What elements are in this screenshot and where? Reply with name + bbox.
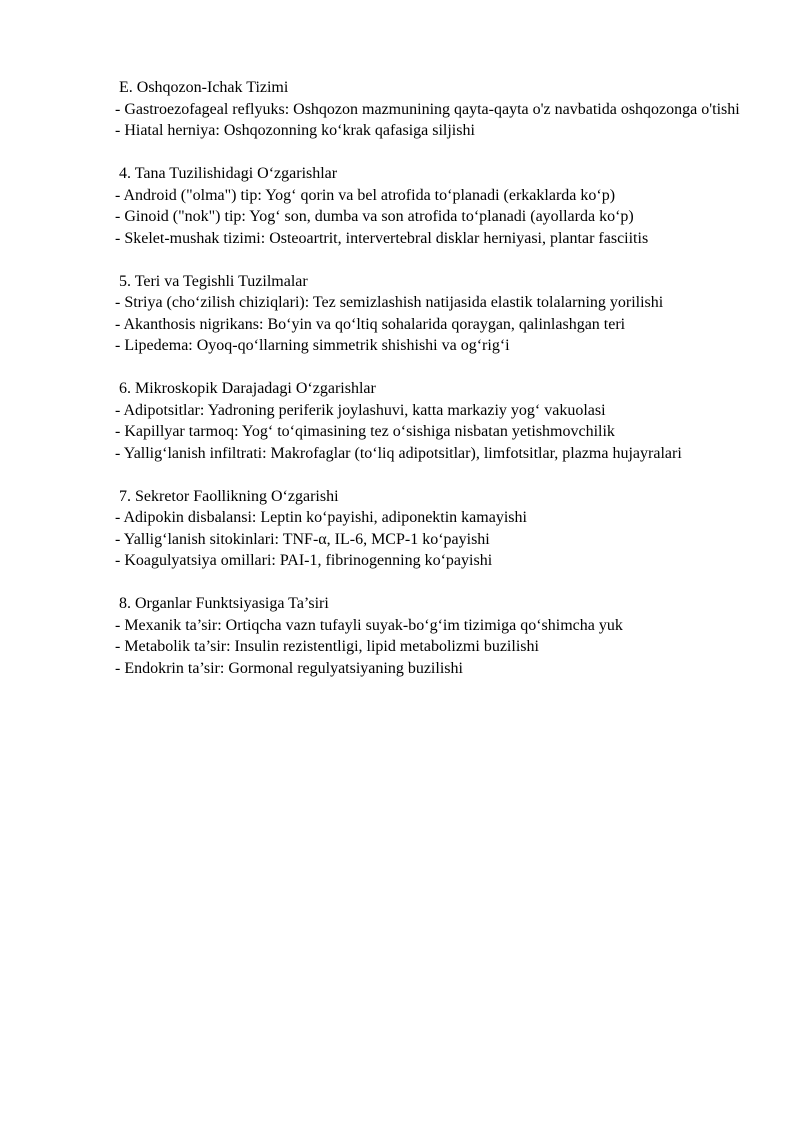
section-heading: 7. Sekretor Faollikning O‘zgarishi xyxy=(119,487,339,505)
section-heading: 4. Tana Tuzilishidagi O‘zgarishlar xyxy=(119,165,338,182)
list-item: - Mexanik ta’sir: Ortiqcha vazn tufayli suyak-bo‘g‘im tizimiga qo‘shimcha yuk xyxy=(115,616,623,634)
section-body-structure xyxy=(115,163,742,249)
section-secretory xyxy=(115,486,742,572)
list-item: - Adipotsitlar: Yadroning periferik joylashuvi, katta markaziy yog‘ vakuolasi xyxy=(115,401,606,419)
list-item: - Ginoid ("nok") tip: Yog‘ son, dumba va son atrofida to‘planadi (ayollarda ko‘p) xyxy=(115,208,634,225)
section-organ-function xyxy=(115,593,742,679)
section-heading: 5. Teri va Tegishli Tuzilmalar xyxy=(119,272,308,290)
document-page xyxy=(115,77,742,701)
list-item: - Metabolik ta’sir: Insulin rezistentligi, lipid metabolizmi buzilishi xyxy=(115,638,539,655)
section-digestive-system xyxy=(115,77,742,142)
list-item: - Yallig‘lanish sitokinlari: TNF-α, IL-6, MCP-1 ko‘payishi xyxy=(115,530,490,548)
list-item: - Gastroezofageal reflyuks: Oshqozon mazmunining qayta-qayta o'z navbatida oshqozonga o'tishi xyxy=(115,100,740,118)
list-item: - Hiatal herniya: Oshqozonning ko‘krak qafasiga siljishi xyxy=(115,122,475,139)
list-item: - Android ("olma") tip: Yog‘ qorin va bel atrofida to‘planadi (erkaklarda ko‘p) xyxy=(115,186,616,204)
list-item: - Skelet-mushak tizimi: Osteoartrit, intervertebral disklar herniyasi, plantar fasciitis xyxy=(115,229,649,247)
list-item: - Yallig‘lanish infiltrati: Makrofaglar (to‘liq adipotsitlar), limfotsitlar, plazma hujayralari xyxy=(115,444,682,462)
list-item: - Adipokin disbalansi: Leptin ko‘payishi, adiponektin kamayishi xyxy=(115,509,527,526)
list-item: - Koagulyatsiya omillari: PAI-1, fibrinogenning ko‘payishi xyxy=(115,552,493,569)
list-item: - Kapillyar tarmoq: Yog‘ to‘qimasining tez o‘sishiga nisbatan yetishmovchilik xyxy=(115,423,615,440)
section-heading: 8. Organlar Funktsiyasiga Ta’siri xyxy=(119,595,329,612)
section-heading: E. Oshqozon-Ichak Tizimi xyxy=(119,79,289,96)
list-item: - Striya (cho‘zilish chiziqlari): Tez semizlashish natijasida elastik tolalarning yorilishi xyxy=(115,294,664,311)
list-item: - Endokrin ta’sir: Gormonal regulyatsiyaning buzilishi xyxy=(115,659,463,677)
list-item: - Akanthosis nigrikans: Bo‘yin va qo‘ltiq sohalarida qoraygan, qalinlashgan teri xyxy=(115,315,626,333)
section-microscopic xyxy=(115,378,742,464)
section-heading: 6. Mikroskopik Darajadagi O‘zgarishlar xyxy=(119,380,376,397)
list-item: - Lipedema: Oyoq-qo‘llarning simmetrik shishishi va og‘rig‘i xyxy=(115,337,510,354)
section-skin xyxy=(115,271,742,357)
